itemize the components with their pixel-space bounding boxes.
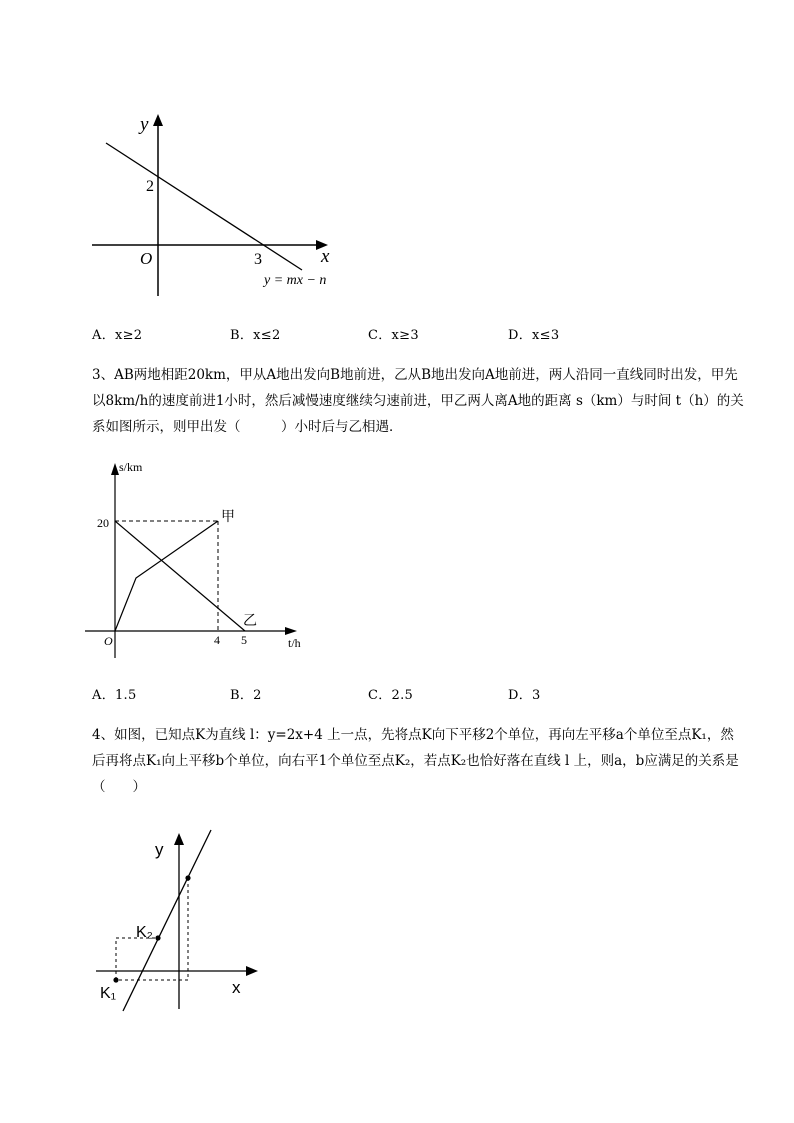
line-yi: [115, 521, 245, 631]
question-4-text: 4、如图，已知点K为直线 l：y=2x+4 上一点，先将点K向下平移2个单位，再向左平移a个单位至点K₁，然后再将点K₁向上平移b个单位，向右平1个单位至点K₂，若点K₂也恰好落在直线 l 上，则a，b应满足的关系是（ ）: [92, 727, 739, 795]
t-tick-5: 5: [241, 633, 247, 647]
y-axis-label: y: [155, 840, 164, 859]
t-axis-label: t/h: [288, 636, 301, 650]
x-axis-arrow: [246, 966, 258, 976]
line-jia: [115, 521, 218, 631]
label-yi: 乙: [243, 614, 257, 629]
s-tick-20: 20: [97, 516, 109, 530]
y-intercept-label: 2: [146, 178, 154, 195]
q3-option-c[interactable]: C．2.5: [368, 688, 414, 703]
y-axis-arrow: [174, 833, 184, 845]
line-l: [123, 830, 211, 1011]
y-axis-label: y: [140, 114, 149, 135]
q2-option-a[interactable]: A．x≥2: [92, 328, 143, 343]
t-tick-4: 4: [214, 633, 220, 647]
point-k: [185, 875, 190, 880]
q3-option-d[interactable]: D．3: [508, 688, 541, 703]
point-k1: [113, 977, 118, 982]
x-axis-label: x: [232, 978, 241, 997]
x-axis-label: x: [321, 246, 330, 267]
k2-label: K₂: [136, 924, 153, 941]
q2-option-b[interactable]: B．x≤2: [230, 328, 281, 343]
graph-q2: [80, 108, 350, 308]
q3-option-a[interactable]: A．1.5: [92, 688, 137, 703]
t-axis-arrow: [285, 627, 297, 635]
graph-q4: [90, 825, 280, 1015]
q2-option-d[interactable]: D．x≤3: [508, 328, 560, 343]
q3-option-b[interactable]: B．2: [230, 688, 262, 703]
k1-label: K₁: [100, 985, 117, 1002]
origin-label: O: [140, 249, 153, 268]
question-3-text: 3、AB两地相距20km，甲从A地出发向B地前进，乙从B地出发向A地前进，两人沿同一直线同时出发，甲先以8km/h的速度前进1小时，然后减慢速度继续匀速前进，甲乙两人离A地的距离 s（km）与时间 t（h）的关系如图所示，则甲出发（ ）小时后与乙相遇．: [92, 367, 744, 435]
graph-q3: [85, 455, 325, 665]
s-axis-label: s/km: [119, 460, 143, 474]
graph-line: [106, 143, 302, 270]
s-axis-arrow: [111, 463, 119, 475]
point-k2: [155, 935, 160, 940]
label-jia: 甲: [221, 510, 235, 525]
y-axis-arrow: [153, 114, 163, 126]
line-equation-label: y = mx − n: [264, 273, 327, 288]
q2-option-c[interactable]: C．x≥3: [368, 328, 419, 343]
origin-label: O: [104, 634, 113, 648]
x-intercept-label: 3: [254, 251, 262, 268]
